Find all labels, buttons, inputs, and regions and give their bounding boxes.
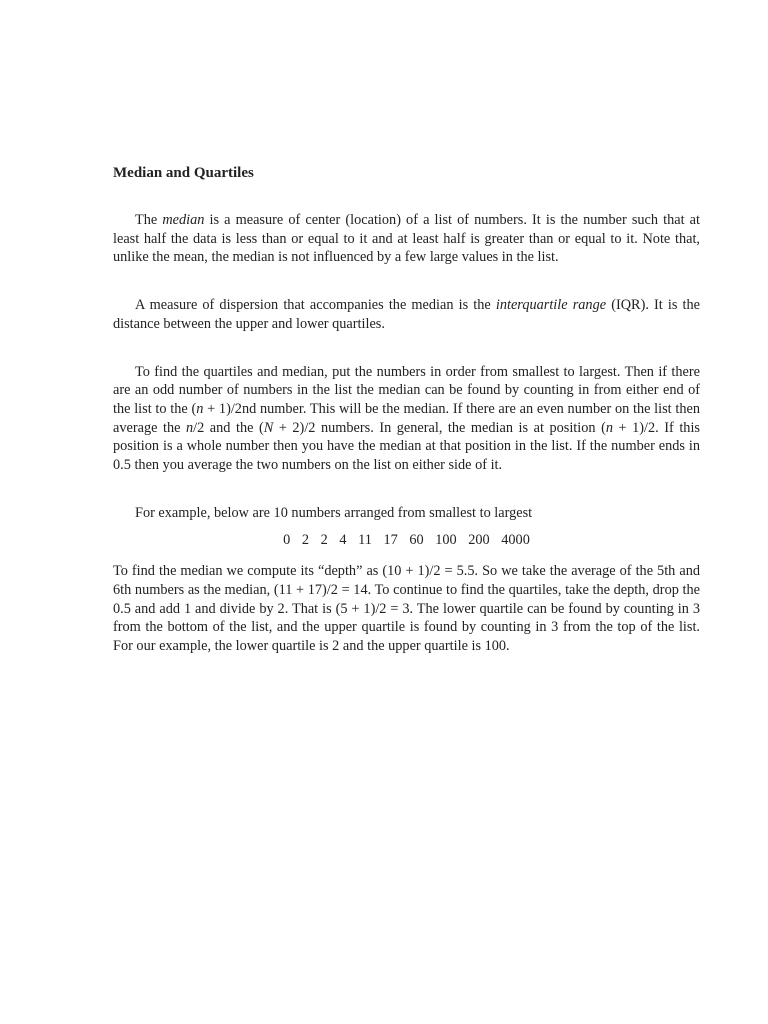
example-number-list — [113, 531, 700, 550]
paragraph-median-definition — [113, 211, 700, 267]
text-segment: /2 and the ( — [193, 419, 264, 436]
list-number: 100 — [435, 532, 457, 549]
list-number: 17 — [383, 532, 398, 549]
paragraph-iqr-definition — [113, 296, 700, 333]
text-segment: The — [135, 212, 163, 228]
text-segment: + 1)/2. If this position is a whole number then you have the median at that position in the list. If the number ends in 0.5 then you average the two numbers on the list on either side of it. — [113, 419, 700, 474]
list-number: 4000 — [501, 532, 530, 549]
list-number: 200 — [468, 532, 490, 549]
section-heading: Median and Quartiles — [113, 165, 254, 181]
text-segment: + 1)/2nd number. This will be the median. If there are an even number on the list then average the — [113, 400, 701, 436]
document-page — [113, 163, 700, 685]
text-segment: (IQR). It is the distance between the upper and lower quartiles. — [113, 297, 701, 332]
text-segment: is a measure of center (location) of a list of numbers. It is the number such that at least half the data is less than or equal to it and at least half is greater than or equal to it. Note that, unlike the mean, the median is not influenced by a few large values in the list. — [113, 212, 701, 266]
math-variable: n — [185, 419, 194, 436]
list-number: 2 — [301, 532, 310, 549]
math-variable: N — [263, 419, 274, 436]
text-segment: To find the quartiles and median, put the numbers in order from smallest to largest. Then if there are an odd number of numbers in the list the median can be found by counting in from either end of the list to the ( — [113, 363, 700, 417]
math-variable: n — [196, 400, 204, 417]
list-number: 2 — [320, 532, 328, 549]
paragraph-example-computation: To find the median we compute its “depth” as (10 + 1)/2 = 5.5. So we take the average of the 5th and 6th numbers as the median, (11 + 17)/2 = 14. To continue to find the quartiles, take the depth, drop the 0.5 and add 1 and divide by 2. That is (5 + 1)/2 = 3. The lower quartile can be found by counting in 3 from the bottom of the list, and the upper quartile is found by counting in 3 from the top of the list. For our example, the lower quartile is 2 and the upper quartile is 100. — [113, 563, 700, 654]
text-segment: + 2)/2 numbers. In general, the median is at position ( — [273, 419, 606, 436]
list-number: 4 — [339, 532, 347, 549]
italic-term-median: median — [162, 212, 205, 228]
math-variable: n — [605, 419, 613, 436]
list-number: 11 — [358, 532, 372, 549]
list-number: 0 — [283, 532, 291, 549]
list-number: 60 — [409, 532, 424, 549]
text-segment: A measure of dispersion that accompanies the median is the — [135, 297, 496, 314]
paragraph-finding-quartiles — [113, 363, 700, 475]
paragraph-example-intro: For example, below are 10 numbers arranged from smallest to largest — [135, 504, 533, 521]
italic-term-iqr: interquartile range — [495, 297, 607, 314]
